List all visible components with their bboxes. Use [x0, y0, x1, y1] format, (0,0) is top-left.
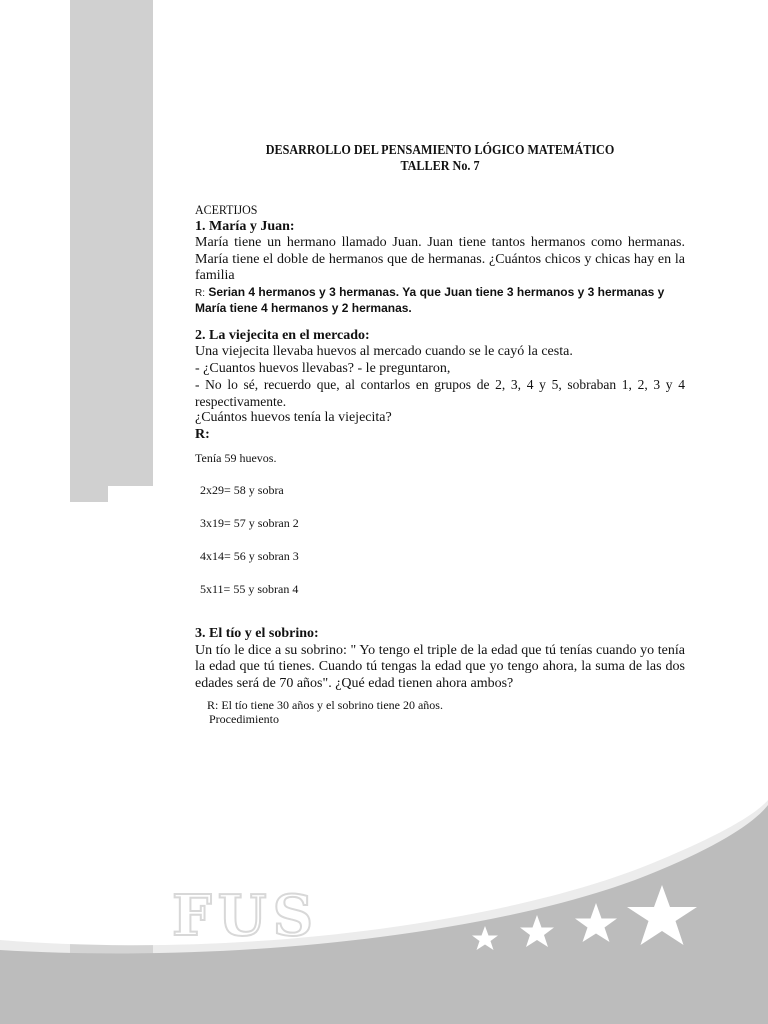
q2-line3: - No lo sé, recuerdo que, al contarlos en grupos de 2, 3, 4 y 5, sobraban 1, 2, 3 y 4 respectivamente. — [195, 377, 685, 409]
q2-line4: ¿Cuántos huevos tenía la viejecita? — [195, 410, 392, 425]
q2-calc-3: 4x14= 56 y sobran 3 — [200, 549, 299, 563]
q1-heading: 1. María y Juan: — [195, 218, 295, 234]
document-title: DESARROLLO DEL PENSAMIENTO LÓGICO MATEMÁTICO — [265, 142, 615, 157]
q3-answer: R: El tío tiene 30 años y el sobrino tiene 20 años. — [207, 698, 443, 712]
q1-answer: R: Serian 4 hermanos y 3 hermanas. Ya que Juan tiene 3 hermanos y 3 hermanas y María tiene 4 hermanos y 2 hermanas. — [195, 284, 665, 315]
q2-calc-4: 5x11= 55 y sobran 4 — [200, 582, 299, 596]
q3-procedure: Procedimiento — [209, 712, 279, 726]
fus-logo: FUS — [172, 883, 320, 949]
left-band-top — [70, 0, 153, 486]
left-band-notch — [70, 486, 108, 502]
q3-heading: 3. El tío y el sobrino: — [195, 626, 319, 641]
q2-answer-label: R: — [195, 426, 210, 442]
q2-answer: Tenía 59 huevos. — [195, 451, 277, 465]
q3-text: Un tío le dice a su sobrino: " Yo tengo el triple de la edad que tú tenías cuando yo tenía la edad que tú tienes. Cuando tú tengas la edad que yo tengo ahora, la suma de las dos edades será de 70 años". ¿Qué edad tienen ahora ambos? — [195, 642, 685, 691]
q2-calc-1: 2x29= 58 y sobra — [200, 483, 284, 497]
q1-text: María tiene un hermano llamado Juan. Juan tiene tantos hermanos como hermanas. María tiene el doble de hermanos que de hermanas. ¿Cuántos chicos y chicas hay en la familia — [195, 235, 685, 283]
q2-line1: Una viejecita llevaba huevos al mercado cuando se le cayó la cesta. — [195, 344, 573, 359]
document-subtitle: TALLER No. 7 — [400, 158, 480, 173]
document-body — [195, 142, 685, 726]
q2-calc-2: 3x19= 57 y sobran 2 — [200, 516, 299, 530]
q2-line2: - ¿Cuantos huevos llevabas? - le preguntaron, — [195, 360, 451, 376]
section-heading: ACERTIJOS — [195, 202, 258, 217]
q2-heading: 2. La viejecita en el mercado: — [195, 327, 370, 343]
